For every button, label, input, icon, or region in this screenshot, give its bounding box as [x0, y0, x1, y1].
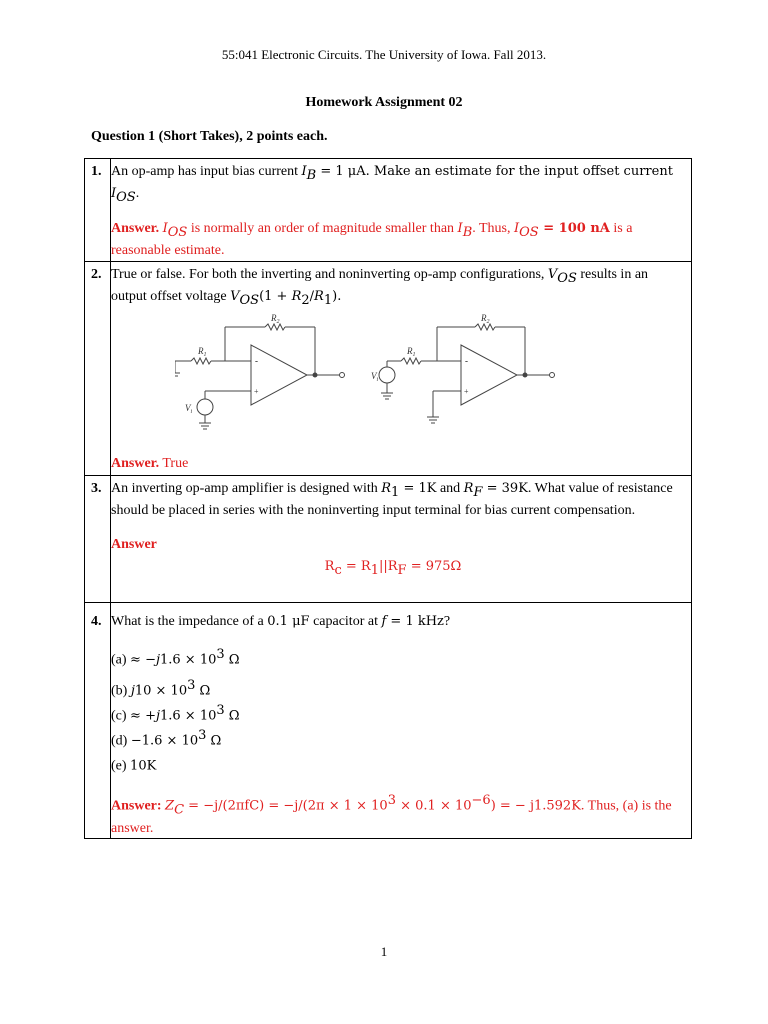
- inverting-circuit: [175, 324, 345, 429]
- question-row-3: [85, 476, 692, 603]
- question-number: 3.: [85, 476, 111, 603]
- svg-text:+: +: [254, 387, 259, 397]
- option-a: $(a) \approx -j1.6 \times 10^3$ Ω: [111, 647, 240, 668]
- answer-text: Answer. True: [111, 456, 189, 472]
- question-number: 1.: [85, 159, 111, 262]
- question-text: True or false. For both the inverting and noninverting op-amp configurations, $V_{OS}$ results in an output offset voltage $V_{OS}(1 + R_2/R_1)$.: [111, 267, 649, 308]
- svg-text:Vi: $V_i$: [185, 403, 193, 416]
- question-heading: Question 1 (Short Takes), 2 points each.: [91, 129, 328, 144]
- svg-text:Vi: $V_i$: [371, 371, 379, 384]
- question-text: An op-amp has input bias current $I_B = 1$ μA. Make an estimate for the input offset current $I_{OS}$.: [111, 164, 673, 205]
- assignment-title: Homework Assignment 02: [305, 95, 463, 110]
- options-list: [111, 647, 675, 775]
- answer-label: Answer: [111, 536, 157, 552]
- question-row-2: [85, 262, 692, 476]
- opamp-circuits: [175, 313, 675, 443]
- question-body: [111, 262, 692, 476]
- output-terminal-right: [550, 373, 555, 378]
- question-text: An inverting op-amp amplifier is designed with $R_1 = 1K$ and $R_F = 39K$. What value of resistance should be placed in series with the noninverting input terminal for bias current compensation.: [111, 481, 673, 518]
- answer-text: Answer. $I_{OS}$ is normally an order of magnitude smaller than $I_B$. Thus, $I_{OS} = 100$ nA is a reasonable estimate.: [111, 221, 633, 259]
- source-vi-left: [197, 399, 213, 415]
- svg-text:R2: $R_2$: [481, 313, 490, 326]
- resistor-r2-right: [475, 324, 495, 330]
- question-number: 2.: [85, 262, 111, 476]
- circuit-diagrams: [175, 313, 675, 443]
- question-row-4: [85, 603, 692, 839]
- svg-text:R1: $R_1$: [407, 346, 416, 359]
- output-node-right: [523, 373, 527, 377]
- svg-text:-: -: [255, 356, 258, 367]
- questions-table: [84, 158, 692, 839]
- question-text: What is the impedance of a 0.1 μF capacitor at f = 1 kHz?: [111, 614, 451, 629]
- source-vi-right: [379, 367, 395, 383]
- opamp-triangle-right: [461, 345, 517, 405]
- question-body: [111, 476, 692, 603]
- question-number: 4.: [85, 603, 111, 839]
- output-node-left: [313, 373, 317, 377]
- option-b: (b) $j10 \times 10^3$ Ω: [111, 678, 211, 699]
- svg-text:R1: $R_1$: [198, 346, 207, 359]
- opamp-triangle-left: [251, 345, 307, 405]
- answer-equation: $R_c = R_1||R_F = 975\Omega$: [324, 559, 462, 578]
- resistor-r1-right: [401, 358, 421, 364]
- option-c: $(c) \approx +j1.6 \times 10^3$ Ω: [111, 702, 240, 724]
- answer-text: Answer: $Z_C = -j/(2\pi fC) = -j/(2\pi \times 1 \times 10^3 \times 0.1 \times 10^{-6})$ = − j1.592K. Thus, (a) is the answer.: [111, 793, 672, 836]
- question-row-1: [85, 159, 692, 262]
- resistor-r2-left: [265, 324, 285, 330]
- noninverting-circuit: [379, 324, 555, 423]
- output-terminal-left: [340, 373, 345, 378]
- page-number: 1: [380, 944, 388, 959]
- option-d: $(d) -1.6 \times 10^3$ Ω: [111, 727, 222, 749]
- svg-text:R2: $R_2$: [271, 313, 280, 326]
- svg-text:+: +: [464, 387, 469, 397]
- option-e: (e) 10K: [111, 758, 157, 774]
- question-body: [111, 603, 692, 839]
- resistor-r1-left: [191, 358, 211, 364]
- svg-text:-: -: [465, 356, 468, 367]
- course-header: 55:041 Electronic Circuits. The University of Iowa. Fall 2013.: [221, 47, 547, 62]
- question-body: [111, 159, 692, 262]
